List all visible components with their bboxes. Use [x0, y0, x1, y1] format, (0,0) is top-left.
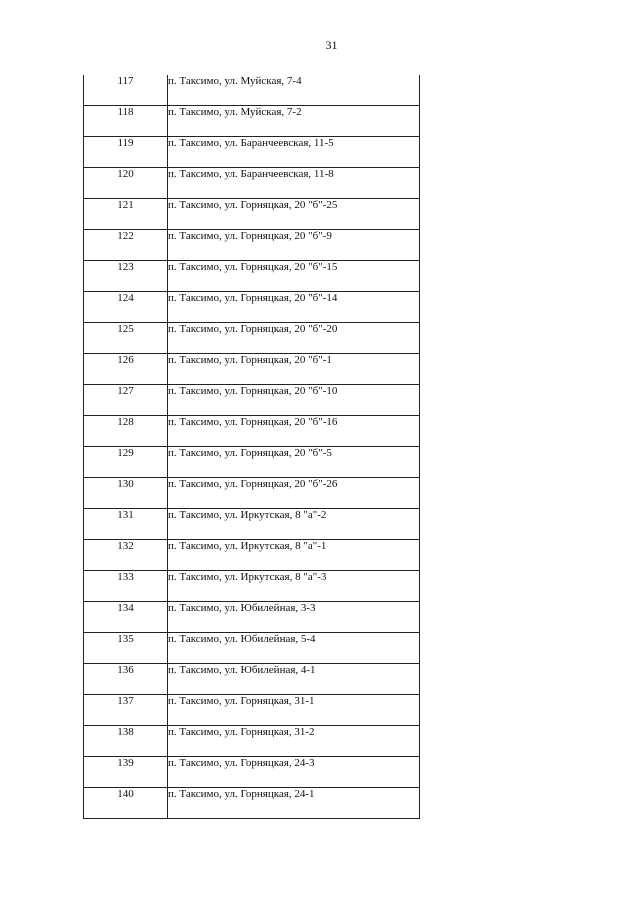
table-row	[84, 757, 420, 788]
address-cell: п. Таксимо, ул. Горняцкая, 20 "б"-5	[168, 447, 420, 478]
row-number-cell: 133	[84, 571, 168, 602]
table-row	[84, 137, 420, 168]
row-number-cell: 128	[84, 416, 168, 447]
row-number-cell: 132	[84, 540, 168, 571]
table-row	[84, 168, 420, 199]
row-number-cell: 139	[84, 757, 168, 788]
table-row	[84, 726, 420, 757]
table-row	[84, 695, 420, 726]
table-row	[84, 323, 420, 354]
row-number-cell: 137	[84, 695, 168, 726]
address-cell: п. Таксимо, ул. Муйская, 7-4	[168, 75, 420, 106]
address-cell: п. Таксимо, ул. Муйская, 7-2	[168, 106, 420, 137]
row-number-cell: 117	[84, 75, 168, 106]
address-cell: п. Таксимо, ул. Иркутская, 8 "а"-1	[168, 540, 420, 571]
address-cell: п. Таксимо, ул. Горняцкая, 20 "б"-1	[168, 354, 420, 385]
address-cell: п. Таксимо, ул. Горняцкая, 20 "б"-14	[168, 292, 420, 323]
address-cell: п. Таксимо, ул. Горняцкая, 31-2	[168, 726, 420, 757]
table-row	[84, 75, 420, 106]
table-row	[84, 602, 420, 633]
address-table-body	[84, 75, 420, 819]
row-number-cell: 125	[84, 323, 168, 354]
address-cell: п. Таксимо, ул. Горняцкая, 20 "б"-25	[168, 199, 420, 230]
table-row	[84, 261, 420, 292]
address-cell: п. Таксимо, ул. Баранчеевская, 11-8	[168, 168, 420, 199]
row-number-cell: 138	[84, 726, 168, 757]
address-cell: п. Таксимо, ул. Иркутская, 8 "а"-2	[168, 509, 420, 540]
table-row	[84, 478, 420, 509]
row-number-cell: 124	[84, 292, 168, 323]
address-cell: п. Таксимо, ул. Баранчеевская, 11-5	[168, 137, 420, 168]
table-row	[84, 354, 420, 385]
page-number: 31	[325, 38, 338, 52]
table-row	[84, 292, 420, 323]
row-number-cell: 121	[84, 199, 168, 230]
row-number-cell: 126	[84, 354, 168, 385]
address-cell: п. Таксимо, ул. Горняцкая, 20 "б"-16	[168, 416, 420, 447]
address-cell: п. Таксимо, ул. Горняцкая, 20 "б"-10	[168, 385, 420, 416]
row-number-cell: 130	[84, 478, 168, 509]
table-row	[84, 571, 420, 602]
table-row	[84, 230, 420, 261]
table-row	[84, 447, 420, 478]
row-number-cell: 118	[84, 106, 168, 137]
table-row	[84, 664, 420, 695]
address-cell: п. Таксимо, ул. Иркутская, 8 "а"-3	[168, 571, 420, 602]
address-cell: п. Таксимо, ул. Горняцкая, 24-1	[168, 788, 420, 819]
table-row	[84, 509, 420, 540]
address-cell: п. Таксимо, ул. Горняцкая, 20 "б"-20	[168, 323, 420, 354]
table-row	[84, 788, 420, 819]
address-cell: п. Таксимо, ул. Горняцкая, 24-3	[168, 757, 420, 788]
table-row	[84, 416, 420, 447]
row-number-cell: 131	[84, 509, 168, 540]
address-cell: п. Таксимо, ул. Горняцкая, 20 "б"-9	[168, 230, 420, 261]
address-cell: п. Таксимо, ул. Юбилейная, 4-1	[168, 664, 420, 695]
row-number-cell: 123	[84, 261, 168, 292]
address-cell: п. Таксимо, ул. Горняцкая, 31-1	[168, 695, 420, 726]
table-row	[84, 633, 420, 664]
row-number-cell: 120	[84, 168, 168, 199]
address-cell: п. Таксимо, ул. Юбилейная, 3-3	[168, 602, 420, 633]
row-number-cell: 135	[84, 633, 168, 664]
row-number-cell: 134	[84, 602, 168, 633]
table-row	[84, 540, 420, 571]
row-number-cell: 140	[84, 788, 168, 819]
row-number-cell: 127	[84, 385, 168, 416]
table-row	[84, 199, 420, 230]
address-cell: п. Таксимо, ул. Горняцкая, 20 "б"-15	[168, 261, 420, 292]
row-number-cell: 129	[84, 447, 168, 478]
address-cell: п. Таксимо, ул. Горняцкая, 20 "б"-26	[168, 478, 420, 509]
row-number-cell: 136	[84, 664, 168, 695]
table-row	[84, 385, 420, 416]
address-table	[83, 75, 420, 819]
row-number-cell: 122	[84, 230, 168, 261]
row-number-cell: 119	[84, 137, 168, 168]
table-row	[84, 106, 420, 137]
address-cell: п. Таксимо, ул. Юбилейная, 5-4	[168, 633, 420, 664]
